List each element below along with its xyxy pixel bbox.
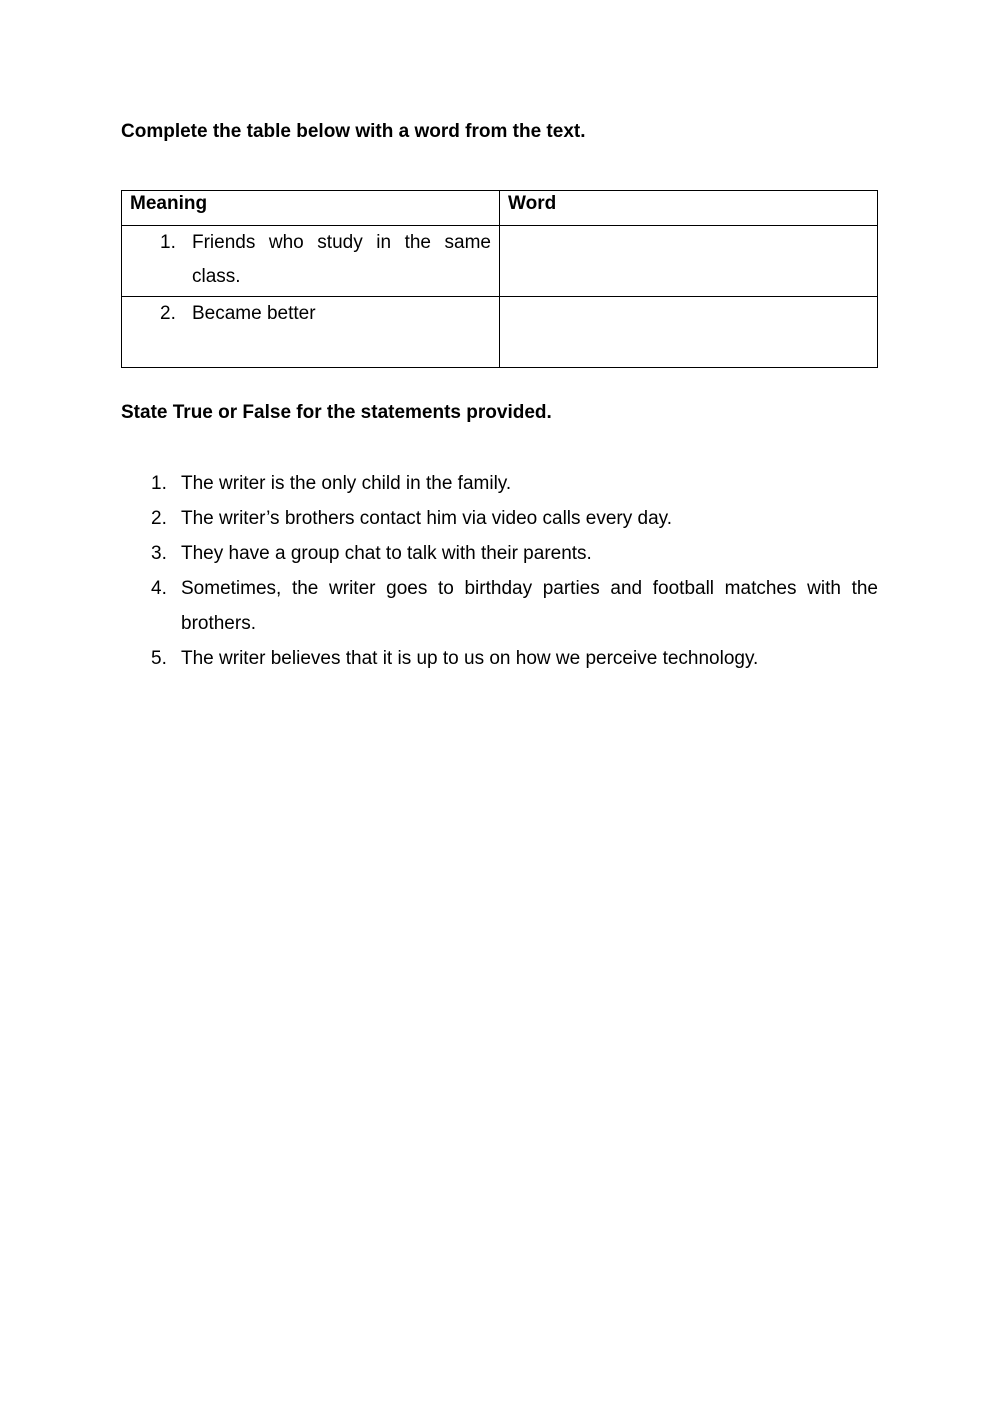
meaning-text: Friends who study in the same class. (192, 232, 491, 287)
item-number: 2. (151, 508, 167, 529)
true-false-heading: State True or False for the statements provided. (121, 402, 552, 423)
statements-list (121, 466, 878, 676)
statement-text: The writer’s brothers contact him via video calls every day. (181, 508, 673, 529)
table-row (122, 297, 878, 368)
list-item (121, 466, 878, 501)
list-item (121, 501, 878, 536)
item-number: 5. (151, 648, 167, 669)
word-answer-cell[interactable] (500, 297, 878, 368)
item-number: 1. (151, 473, 167, 494)
word-answer-cell[interactable] (500, 226, 878, 297)
table-instructions-heading: Complete the table below with a word from the text. (121, 121, 586, 142)
statement-text: They have a group chat to talk with their parents. (181, 543, 592, 564)
table-row (122, 226, 878, 297)
meaning-column-header: Meaning (122, 191, 500, 226)
item-number: 2. (160, 303, 176, 324)
meaning-cell (122, 297, 500, 368)
list-item (121, 641, 878, 676)
statement-text: The writer believes that it is up to us on how we perceive technology. (181, 648, 759, 669)
meaning-text: Became better (192, 303, 316, 324)
table-header-row (122, 191, 878, 226)
meaning-cell (122, 226, 500, 297)
statement-text: Sometimes, the writer goes to birthday parties and football matches with the brothers. (181, 578, 878, 634)
item-number: 3. (151, 543, 167, 564)
list-item (121, 536, 878, 571)
statement-text: The writer is the only child in the family. (181, 473, 512, 494)
item-number: 1. (160, 232, 176, 253)
item-number: 4. (151, 578, 167, 599)
word-column-header: Word (500, 191, 878, 226)
vocabulary-table (121, 190, 878, 368)
list-item (121, 571, 878, 641)
